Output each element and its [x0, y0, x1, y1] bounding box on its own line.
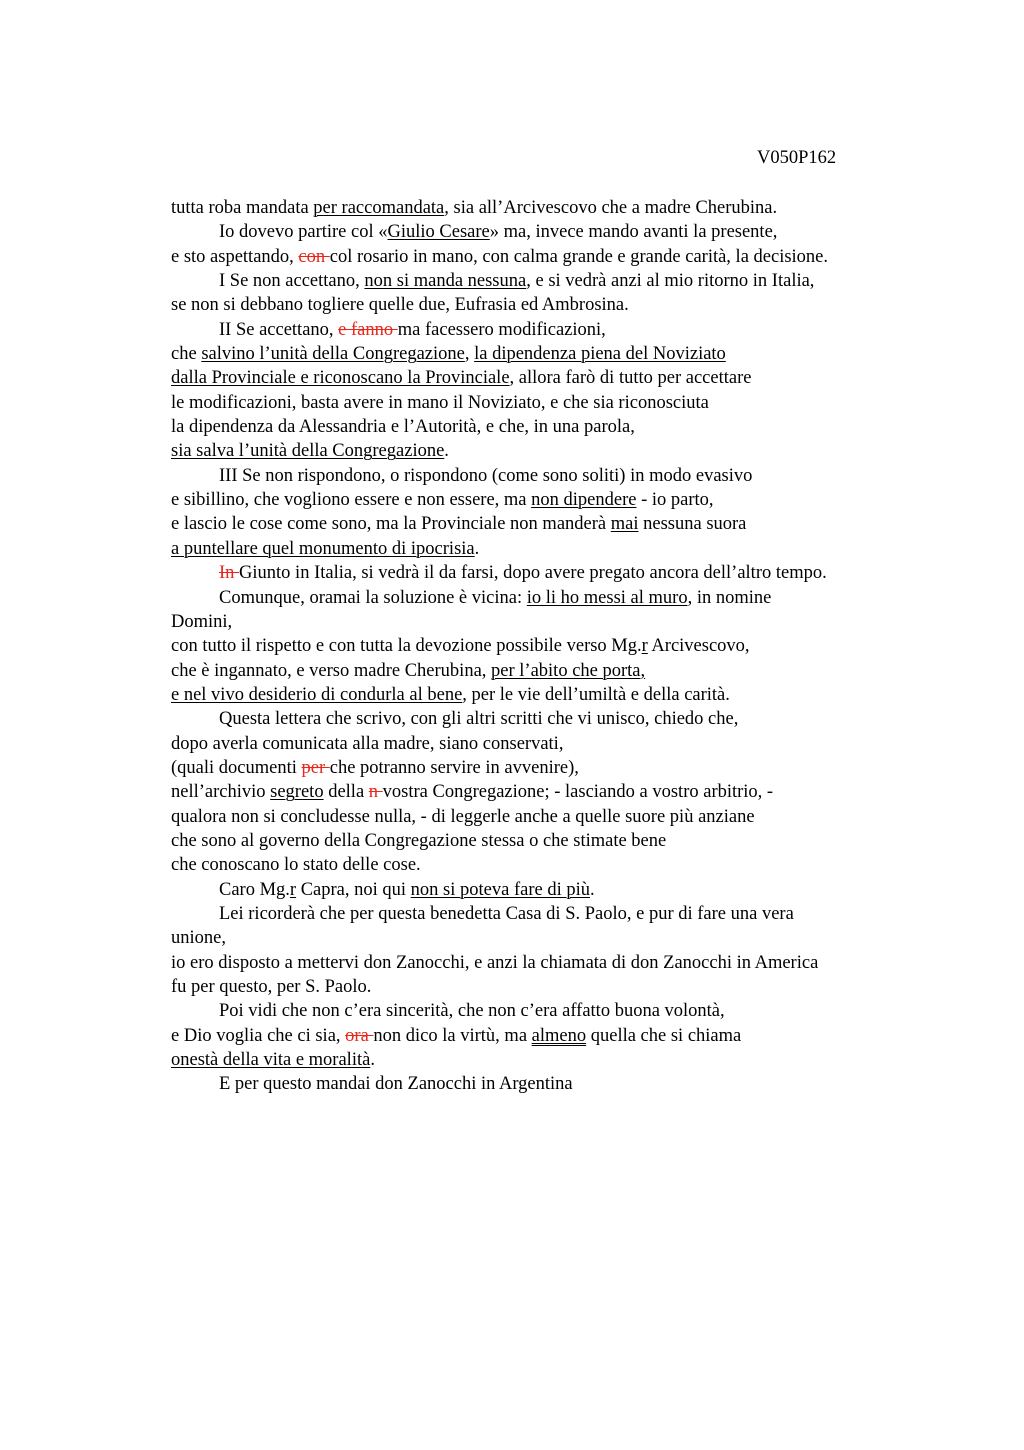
underlined-text: r: [289, 879, 297, 900]
text-line: [171, 464, 931, 488]
text-segment: » ma, invece mando avanti la presente,: [489, 222, 778, 243]
text-line: [171, 537, 931, 561]
text-line: [171, 245, 931, 269]
text-line: [171, 220, 931, 244]
text-line: [171, 707, 931, 731]
underlined-text: mai: [610, 514, 639, 535]
text-segment: .: [589, 879, 595, 900]
text-line: [171, 512, 931, 536]
text-line: [171, 293, 931, 317]
text-segment: - io parto,: [636, 490, 714, 511]
text-segment: Domini,: [171, 611, 233, 632]
text-line: [171, 853, 931, 877]
underlined-text: io li ho messi al muro: [526, 587, 688, 608]
text-segment: Lei ricorderà che per questa benedetta Casa di S. Paolo, e pur di fare una vera: [219, 903, 794, 924]
text-line: [171, 926, 931, 950]
text-segment: ma facessero modificazioni,: [397, 319, 606, 340]
text-line: [171, 659, 931, 683]
text-segment: E per questo mandai don Zanocchi in Argentina: [219, 1074, 573, 1095]
struck-out-text: In: [219, 563, 240, 584]
text-line: [171, 951, 931, 975]
text-segment: con tutto il rispetto e con tutta la devozione possibile verso Mg.: [171, 636, 642, 657]
text-segment: che conoscano lo stato delle cose.: [171, 855, 421, 876]
underlined-text: segreto: [270, 782, 324, 803]
text-line: [171, 902, 931, 926]
underlined-text: a puntellare quel monumento di ipocrisia: [171, 538, 475, 559]
text-segment: che potranno servire in avvenire),: [329, 757, 579, 778]
text-segment: Arcivescovo,: [647, 636, 750, 657]
text-segment: non dico la virtù, ma: [373, 1025, 532, 1046]
text-segment: le modificazioni, basta avere in mano il Noviziato, e che sia riconosciuta: [171, 392, 709, 413]
text-line: [171, 999, 931, 1023]
text-segment: che sono al governo della Congregazione stessa o che stimate bene: [171, 830, 667, 851]
text-segment: .: [444, 441, 449, 462]
text-line: [171, 634, 931, 658]
text-segment: quella che si chiama: [586, 1025, 742, 1046]
text-segment: vostra Congregazione; - lasciando a vostro arbitrio, -: [382, 782, 774, 803]
text-segment: (quali documenti: [171, 757, 302, 778]
text-segment: col rosario in mano, con calma grande e grande carità, la decisione.: [329, 246, 829, 267]
underlined-text: non si poteva fare di più: [410, 879, 590, 900]
struck-out-text: n: [368, 782, 383, 803]
text-segment: che: [171, 344, 202, 365]
underlined-text: per raccomandata: [313, 198, 445, 218]
text-segment: .: [474, 538, 480, 559]
letter-body: [171, 196, 931, 1097]
underlined-text: sia salva l’unità della Congregazione: [171, 441, 445, 462]
text-line: [171, 805, 931, 829]
text-segment: dopo averla comunicata alla madre, siano conservati,: [171, 733, 564, 754]
underlined-text: per l’abito che porta,: [491, 660, 646, 681]
text-segment: e sto aspettando,: [171, 246, 299, 267]
text-segment: nell’archivio: [171, 782, 271, 803]
text-line: [171, 1048, 931, 1072]
text-segment: e lascio le cose come sono, ma la Provinciale non manderà: [171, 514, 611, 535]
text-line: [171, 1024, 931, 1048]
text-line: [171, 683, 931, 707]
struck-out-text: con: [298, 246, 330, 267]
text-segment: Poi vidi che non c’era sincerità, che non c’era affatto buona volontà,: [219, 1001, 725, 1022]
text-segment: nessuna suora: [638, 514, 747, 535]
text-segment: unione,: [171, 928, 226, 949]
text-segment: io ero disposto a mettervi don Zanocchi, e anzi la chiamata di don Zanocchi in America: [171, 952, 819, 973]
double-underlined-text: almeno: [531, 1025, 587, 1046]
text-segment: e sibillino, che vogliono essere e non essere, ma: [171, 490, 532, 511]
text-line: [171, 610, 931, 634]
text-segment: , sia all’Arcivescovo che a madre Cherubina.: [444, 198, 778, 218]
text-segment: che è ingannato, e verso madre Cherubina,: [171, 660, 492, 681]
underlined-text: r: [641, 636, 648, 657]
text-segment: III Se non rispondono, o rispondono (come sono soliti) in modo evasivo: [219, 465, 753, 486]
text-segment: I Se non accettano,: [219, 271, 365, 292]
text-segment: Giunto in Italia, si vedrà il da farsi, dopo avere pregato ancora dell’altro tempo.: [239, 563, 827, 584]
text-segment: fu per questo, per S. Paolo.: [171, 977, 372, 997]
text-segment: se non si debbano togliere quelle due, Eufrasia ed Ambrosina.: [171, 295, 629, 316]
underlined-text: non si manda nessuna: [364, 271, 527, 292]
text-segment: qualora non si concludesse nulla, - di leggerle anche a quelle suore più anziane: [171, 806, 755, 827]
text-segment: Io dovevo partire col «: [219, 222, 388, 243]
underlined-text: salvino l’unità della Congregazione: [201, 344, 465, 365]
text-segment: Comunque, oramai la soluzione è vicina:: [219, 587, 527, 608]
text-line: [171, 1072, 931, 1096]
text-line: [171, 196, 931, 220]
text-line: [171, 391, 931, 415]
text-segment: , allora farò di tutto per accettare: [509, 368, 752, 389]
page-code: V050P162: [757, 148, 837, 168]
text-line: [171, 366, 931, 390]
text-line: [171, 756, 931, 780]
text-line: [171, 586, 931, 610]
text-segment: Capra, noi qui: [296, 879, 411, 900]
text-line: [171, 780, 931, 804]
text-segment: Caro Mg.: [219, 879, 290, 900]
text-segment: tutta roba mandata: [171, 198, 314, 218]
underlined-text: onestà della vita e moralità: [171, 1050, 371, 1071]
text-line: [171, 829, 931, 853]
underlined-text: e nel vivo desiderio di condurla al bene: [171, 684, 463, 705]
text-segment: , per le vie dell’umiltà e della carità.: [462, 684, 730, 705]
text-segment: la dipendenza da Alessandria e l’Autorità, e che, in una parola,: [171, 417, 635, 438]
struck-out-text: e fanno: [338, 319, 398, 340]
text-line: [171, 732, 931, 756]
text-segment: della: [323, 782, 369, 803]
text-segment: .: [370, 1050, 375, 1071]
underlined-text: Giulio Cesare: [387, 222, 490, 243]
text-segment: e Dio voglia che ci sia,: [171, 1025, 346, 1046]
text-line: [171, 439, 931, 463]
text-line: [171, 342, 931, 366]
text-line: [171, 415, 931, 439]
underlined-text: non dipendere: [531, 490, 637, 511]
underlined-text: la dipendenza piena del Noviziato: [474, 344, 726, 365]
text-segment: , in nomine: [687, 587, 772, 608]
underlined-text: dalla Provinciale e riconoscano la Provinciale: [171, 368, 510, 389]
text-line: [171, 561, 931, 585]
struck-out-text: ora: [345, 1025, 374, 1046]
struck-out-text: per: [301, 757, 330, 778]
text-segment: Questa lettera che scrivo, con gli altri scritti che vi unisco, chiedo che,: [219, 709, 739, 730]
text-segment: , e si vedrà anzi al mio ritorno in Italia,: [526, 271, 815, 292]
text-segment: ,: [464, 344, 475, 365]
text-line: [171, 975, 931, 999]
text-line: [171, 318, 931, 342]
text-line: [171, 878, 931, 902]
text-line: [171, 488, 931, 512]
text-line: [171, 269, 931, 293]
text-segment: II Se accettano,: [219, 319, 339, 340]
